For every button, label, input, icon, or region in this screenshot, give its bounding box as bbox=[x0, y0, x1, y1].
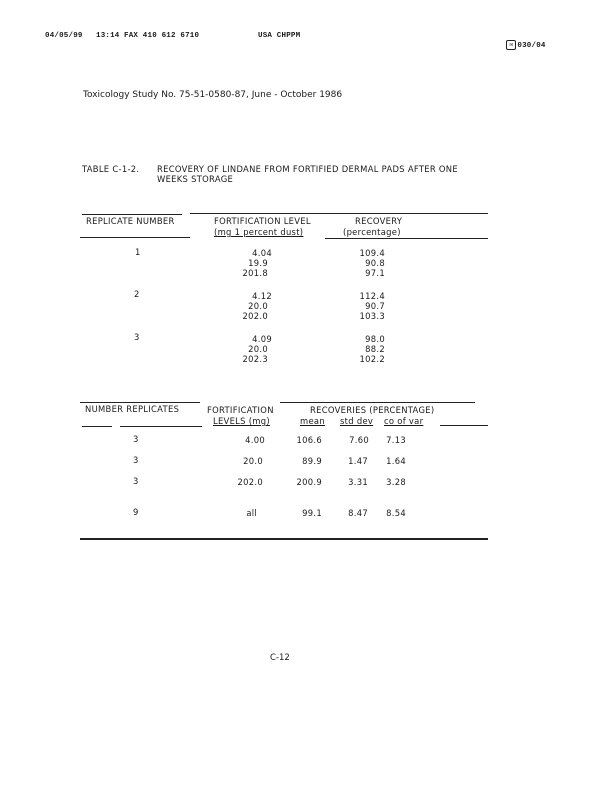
fortification-level: 202.0 bbox=[242, 311, 268, 321]
recovery-value: 97.1 bbox=[365, 268, 385, 278]
std-dev: 8.47 bbox=[348, 508, 368, 518]
table2-header-recoveries: RECOVERIES (PERCENTAGE) bbox=[310, 405, 435, 415]
fortification-level: 20.0 bbox=[243, 456, 263, 466]
table1-header-replicate: REPLICATE NUMBER bbox=[86, 216, 175, 226]
fax-number: FAX 410 612 6710 bbox=[124, 32, 200, 40]
recovery-value: 109.4 bbox=[359, 248, 385, 258]
table1-header-fortification-2: (mg 1 percent dust) bbox=[214, 227, 304, 237]
fortification-level: 4.00 bbox=[245, 435, 265, 445]
fortification-level: 20.0 bbox=[248, 344, 268, 354]
table1-header-rule-right bbox=[325, 238, 488, 239]
mean: 200.9 bbox=[296, 477, 322, 487]
table-title-line1: RECOVERY OF LINDANE FROM FORTIFIED DERMAL PADS AFTER ONE bbox=[157, 164, 458, 174]
table1-top-rule-left bbox=[82, 214, 182, 215]
table2-header-mean: mean bbox=[300, 416, 325, 426]
mean: 89.9 bbox=[302, 456, 322, 466]
fax-page-counter-text: 030/04 bbox=[517, 41, 546, 50]
fortification-level: 4.04 bbox=[252, 248, 272, 258]
table2-header-rule-1 bbox=[82, 426, 112, 427]
page-number: C-12 bbox=[270, 653, 290, 663]
fortification-level: all bbox=[246, 508, 257, 518]
table2-header-rule-3 bbox=[440, 425, 488, 426]
fortification-level: 19.9 bbox=[248, 258, 268, 268]
replicate-number: 1 bbox=[135, 247, 141, 257]
table-title-label: TABLE C-1-2. bbox=[82, 164, 140, 174]
recovery-value: 103.3 bbox=[359, 311, 385, 321]
number-replicates: 3 bbox=[133, 476, 139, 486]
number-replicates: 3 bbox=[133, 434, 139, 444]
table1-header-recovery-2: (percentage) bbox=[343, 227, 401, 237]
co-of-var: 3.28 bbox=[386, 477, 406, 487]
co-of-var: 8.54 bbox=[386, 508, 406, 518]
table2-top-rule-left bbox=[80, 402, 200, 403]
study-line: Toxicology Study No. 75-51-0580-87, June - October 1986 bbox=[83, 90, 343, 100]
co-of-var: 1.64 bbox=[386, 456, 406, 466]
std-dev: 7.60 bbox=[349, 435, 369, 445]
fortification-level: 4.12 bbox=[252, 291, 272, 301]
std-dev: 3.31 bbox=[348, 477, 368, 487]
table2-top-rule-right bbox=[280, 402, 475, 403]
fortification-level: 202.0 bbox=[237, 477, 263, 487]
table2-header-std-dev: std dev bbox=[340, 416, 374, 426]
fax-page-icon: ✉ bbox=[506, 40, 516, 50]
fax-date: 04/05/99 bbox=[45, 32, 83, 40]
mean: 99.1 bbox=[302, 508, 322, 518]
table-title-line2: WEEKS STORAGE bbox=[157, 174, 234, 184]
table1-header-recovery-1: RECOVERY bbox=[355, 216, 403, 226]
number-replicates: 3 bbox=[133, 455, 139, 465]
replicate-number: 2 bbox=[134, 289, 140, 299]
std-dev: 1.47 bbox=[348, 456, 368, 466]
table2-header-co-of-var: co of var bbox=[384, 416, 424, 426]
recovery-value: 102.2 bbox=[359, 354, 385, 364]
table1-top-rule-right bbox=[190, 213, 488, 214]
table2-header-rule-2 bbox=[120, 426, 202, 427]
fax-time: 13:14 bbox=[96, 32, 120, 40]
fortification-level: 20.0 bbox=[248, 301, 268, 311]
table1-header-fortification-1: FORTIFICATION LEVEL bbox=[214, 216, 311, 226]
fax-sender: USA CHPPM bbox=[258, 32, 301, 40]
table2-header-fortification-2: LEVELS (mg) bbox=[213, 416, 270, 426]
recovery-value: 90.7 bbox=[365, 301, 385, 311]
fortification-level: 201.8 bbox=[242, 268, 268, 278]
table2-header-number-replicates: NUMBER REPLICATES bbox=[85, 404, 180, 414]
mean: 106.6 bbox=[296, 435, 322, 445]
fortification-level: 4.09 bbox=[252, 334, 272, 344]
table2-bottom-rule bbox=[80, 538, 488, 540]
fortification-level: 202.3 bbox=[242, 354, 268, 364]
replicate-number: 3 bbox=[134, 332, 140, 342]
number-replicates: 9 bbox=[133, 507, 139, 517]
recovery-value: 98.0 bbox=[365, 334, 385, 344]
recovery-value: 112.4 bbox=[359, 291, 385, 301]
recovery-value: 90.8 bbox=[365, 258, 385, 268]
co-of-var: 7.13 bbox=[386, 435, 406, 445]
fax-page-counter bbox=[497, 32, 546, 50]
recovery-value: 88.2 bbox=[365, 344, 385, 354]
table1-header-rule-left bbox=[80, 237, 190, 238]
table2-header-fortification-1: FORTIFICATION bbox=[207, 405, 274, 415]
